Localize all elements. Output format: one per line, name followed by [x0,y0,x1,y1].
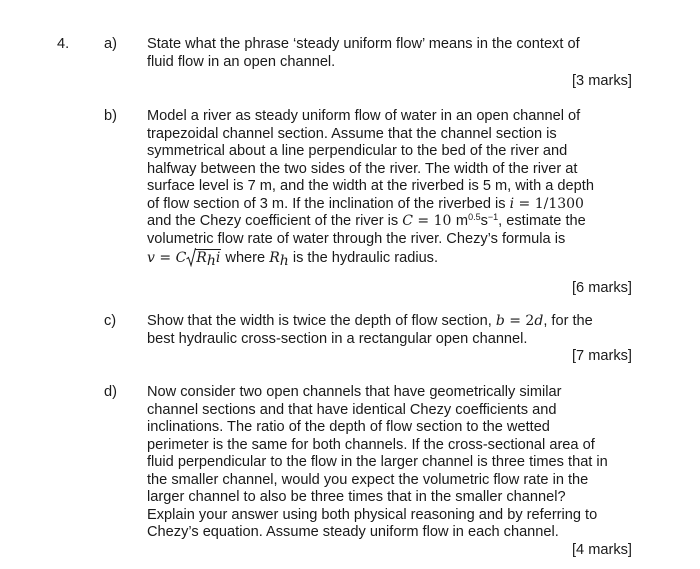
width-variable: b [495,313,505,329]
part-d-label: d) [104,384,117,400]
part-c-line-1 [147,313,637,331]
part-c-marks: [7 marks] [571,348,632,364]
part-b-line-9-where: where [221,250,270,266]
part-b-line-9-tail: is the hydraulic radius. [288,250,439,266]
chezy-variable: C [402,213,413,229]
part-a-label: a) [104,36,117,52]
inclination-variable: i [509,195,515,212]
square-root-icon [186,247,196,267]
formula-i: i [215,250,221,266]
square-root [186,248,221,268]
formula-c: C [175,250,187,266]
part-a-marks: [3 marks] [571,73,632,89]
part-b-line-5: surface level is 7 m, and the width at the riverbed is 5 m, with a depth [147,178,594,194]
hydraulic-radius-subscript: h [279,253,289,269]
part-c-line-2: best hydraulic cross-section in a rectangular open channel. [147,330,528,347]
part-b-label: b) [104,108,117,124]
part-b-line-3: symmetrical about a line perpendicular to the bed of the river and [147,143,568,159]
part-b-line-6 [147,196,637,214]
formula-r: R [196,250,207,266]
part-d-line-1: Now consider two open channels that have geometrically similar [147,384,562,400]
part-b-text [147,108,637,268]
part-d-line-3: inclinations. The ratio of the depth of flow section to the wetted [147,419,550,435]
part-d-line-5: fluid perpendicular to the flow in the larger channel is three times that in [147,454,608,470]
formula-equals: = [154,250,176,266]
part-b-line-2: trapezoidal channel section. Assume that the channel section is [147,125,557,142]
part-a-line-1: State what the phrase ‘steady uniform flow’ means in the context of [147,36,580,52]
part-c-line-1-text: Show that the width is twice the depth of flow section, [147,313,496,329]
hydraulic-radius-variable: R [269,250,280,266]
part-b-line-1: Model a river as steady uniform flow of water in an open channel of [147,108,581,124]
part-d-line-9: Chezy’s equation. Assume steady uniform flow in each channel. [147,524,559,540]
part-d-line-4: perimeter is the same for both channels. If the cross-sectional area of [147,436,595,453]
part-b-line-4: halfway between the two sides of the river. The width of the river at [147,160,578,177]
part-d-line-8: Explain your answer using both physical reasoning and by referring to [147,506,598,523]
part-c-label: c) [104,313,117,329]
inclination-value: = 1/1300 [514,195,584,212]
formula-v: v [147,250,155,266]
part-b-line-7-text: and the Chezy coefficient of the river is [147,213,403,229]
part-d-line-6: the smaller channel, would you expect the volumetric flow rate in the [147,471,589,488]
chezy-unit-m: m [455,213,469,229]
part-d-marks: [4 marks] [571,542,632,558]
part-d-text [147,384,637,542]
part-a-text [147,36,637,71]
part-b-line-9 [147,248,637,268]
width-equals: = 2 [504,313,535,329]
part-b-line-7 [147,213,637,231]
chezy-unit-s: s [480,213,488,229]
part-b-line-8: volumetric flow rate of water through the river. Chezy’s formula is [147,230,566,247]
part-a-line-2: fluid flow in an open channel. [147,53,336,70]
part-d-line-2: channel sections and that have identical Chezy coefficients and [147,401,557,418]
chezy-value: = 10 [412,213,456,229]
square-root-radicand [195,249,221,269]
part-b-line-7-tail: , estimate the [498,213,586,229]
formula-r-subscript: h [206,253,216,269]
chezy-unit-exponent-1: 0.5 [468,212,481,222]
part-d-line-7: larger channel to also be three times that in the smaller channel? [147,489,566,505]
part-c-line-1-tail: , for the [543,313,593,329]
chezy-unit-exponent-2: −1 [487,212,499,222]
part-b-marks: [6 marks] [571,280,632,296]
part-b-line-6-text: of flow section of 3 m. If the inclination of the riverbed is [147,195,510,212]
depth-variable: d [534,313,544,329]
question-number: 4. [57,36,70,52]
part-c-text [147,313,637,348]
